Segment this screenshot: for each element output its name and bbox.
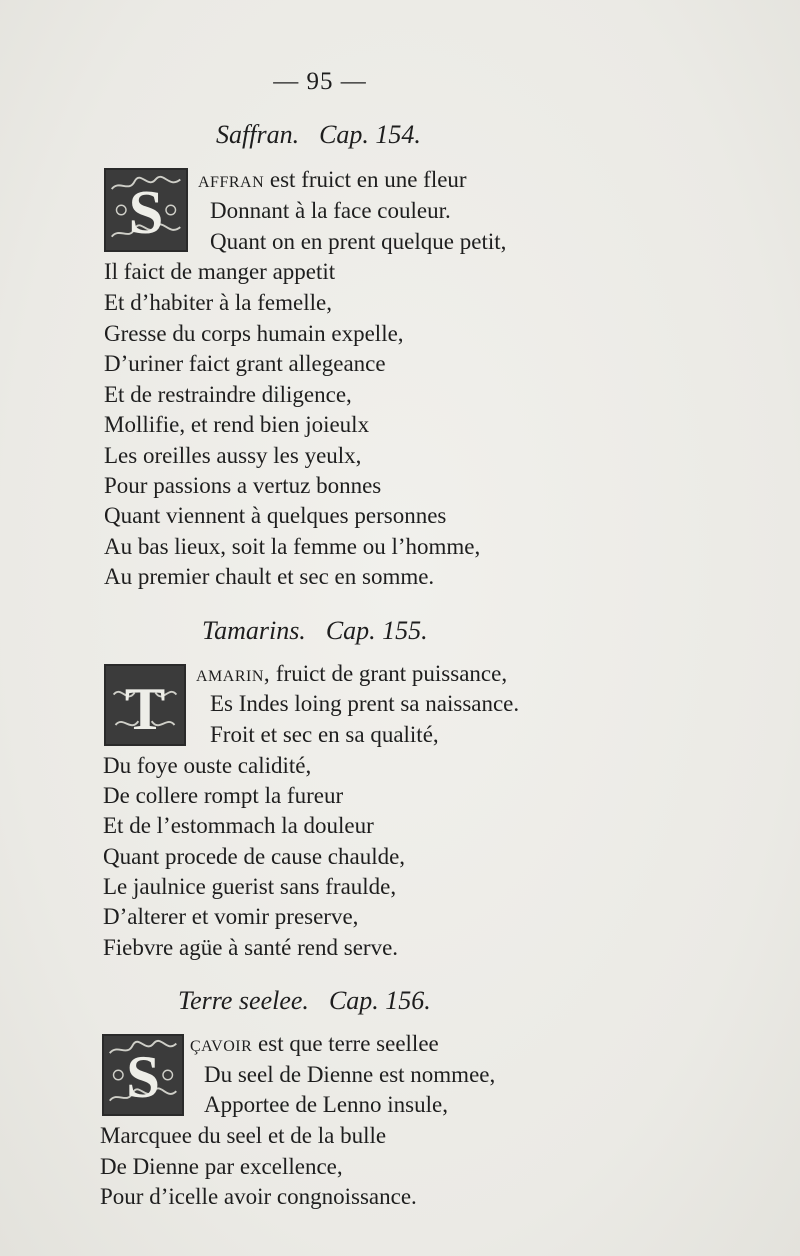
svg-text:S: S: [128, 176, 164, 247]
opening-word: affran: [198, 167, 265, 192]
verse-line: Froit et sec en sa qualité,: [210, 722, 439, 747]
dropcap-t-ornament: [104, 664, 186, 746]
section-title: Tamarins.: [202, 616, 306, 645]
opening-word: amarin,: [196, 661, 271, 686]
verse-line: Quant viennent à quelques personnes: [104, 503, 447, 528]
section-heading-saffran: [216, 120, 421, 150]
verse-line: Fiebvre agüe à santé rend serve.: [103, 935, 399, 960]
chapter-number: Cap. 156.: [328, 986, 431, 1015]
verse-line: Gresse du corps humain expelle,: [104, 321, 404, 346]
verse-line: amarin, fruict de grant puissance,: [196, 661, 508, 686]
verse-line: Les oreilles aussy les yeulx,: [104, 443, 362, 468]
verse-line: Le jaulnice guerist sans fraulde,: [103, 874, 397, 899]
verse-line: D’alterer et vomir preserve,: [103, 904, 359, 929]
verse-line: De collere rompt la fureur: [103, 783, 344, 808]
svg-text:S: S: [126, 1043, 160, 1111]
opening-word: çavoir: [190, 1031, 253, 1056]
chapter-number: Cap. 155.: [325, 616, 428, 645]
svg-text:T: T: [124, 675, 166, 743]
section-title: Terre seelee.: [178, 986, 309, 1015]
verse-line: Du foye ouste calidité,: [103, 753, 312, 778]
verse-line: Apportee de Lenno insule,: [204, 1092, 448, 1117]
verse-line: Quant on en prent quelque petit,: [210, 229, 507, 254]
ornamental-initial-icon: [106, 170, 186, 250]
verse-line: Au premier chault et sec en somme.: [104, 564, 435, 589]
verse-line: Pour passions a vertuz bonnes: [104, 473, 382, 498]
verse-line: Donnant à la face couleur.: [210, 198, 451, 223]
verse-line: Es Indes loing prent sa naissance.: [210, 691, 520, 716]
verse-line: Et de l’estommach la douleur: [103, 813, 374, 838]
verse-line: Et de restraindre diligence,: [104, 382, 352, 407]
ornamental-initial-icon: [106, 666, 184, 744]
verse-line: Et d’habiter à la femelle,: [104, 290, 332, 315]
verse-line: affran est fruict en une fleur: [198, 167, 467, 192]
verse-line: Du seel de Dienne est nommee,: [204, 1062, 496, 1087]
page-number: — 95 —: [273, 68, 367, 95]
verse-line: D’uriner faict grant allegeance: [104, 351, 386, 376]
verse-line: De Dienne par excellence,: [100, 1154, 343, 1179]
verse-line: çavoir est que terre seellee: [190, 1031, 439, 1056]
ornamental-initial-icon: [104, 1036, 182, 1114]
verse-line: Au bas lieux, soit la femme ou l’homme,: [104, 534, 481, 559]
verse-line: Mollifie, et rend bien joieulx: [104, 412, 370, 437]
verse-line: Quant procede de cause chaulde,: [103, 844, 406, 869]
section-heading-terre-seelee: [178, 986, 431, 1016]
section-heading-tamarins: [202, 616, 428, 646]
section-title: Saffran.: [216, 120, 300, 149]
chapter-number: Cap. 154.: [319, 120, 421, 149]
verse-line: Il faict de manger appetit: [104, 259, 336, 284]
dropcap-s-ornament: [102, 1034, 184, 1116]
verse-line: Pour d’icelle avoir congnoissance.: [100, 1184, 417, 1209]
dropcap-s-ornament: [104, 168, 188, 252]
verse-line: Marcquee du seel et de la bulle: [100, 1123, 387, 1148]
